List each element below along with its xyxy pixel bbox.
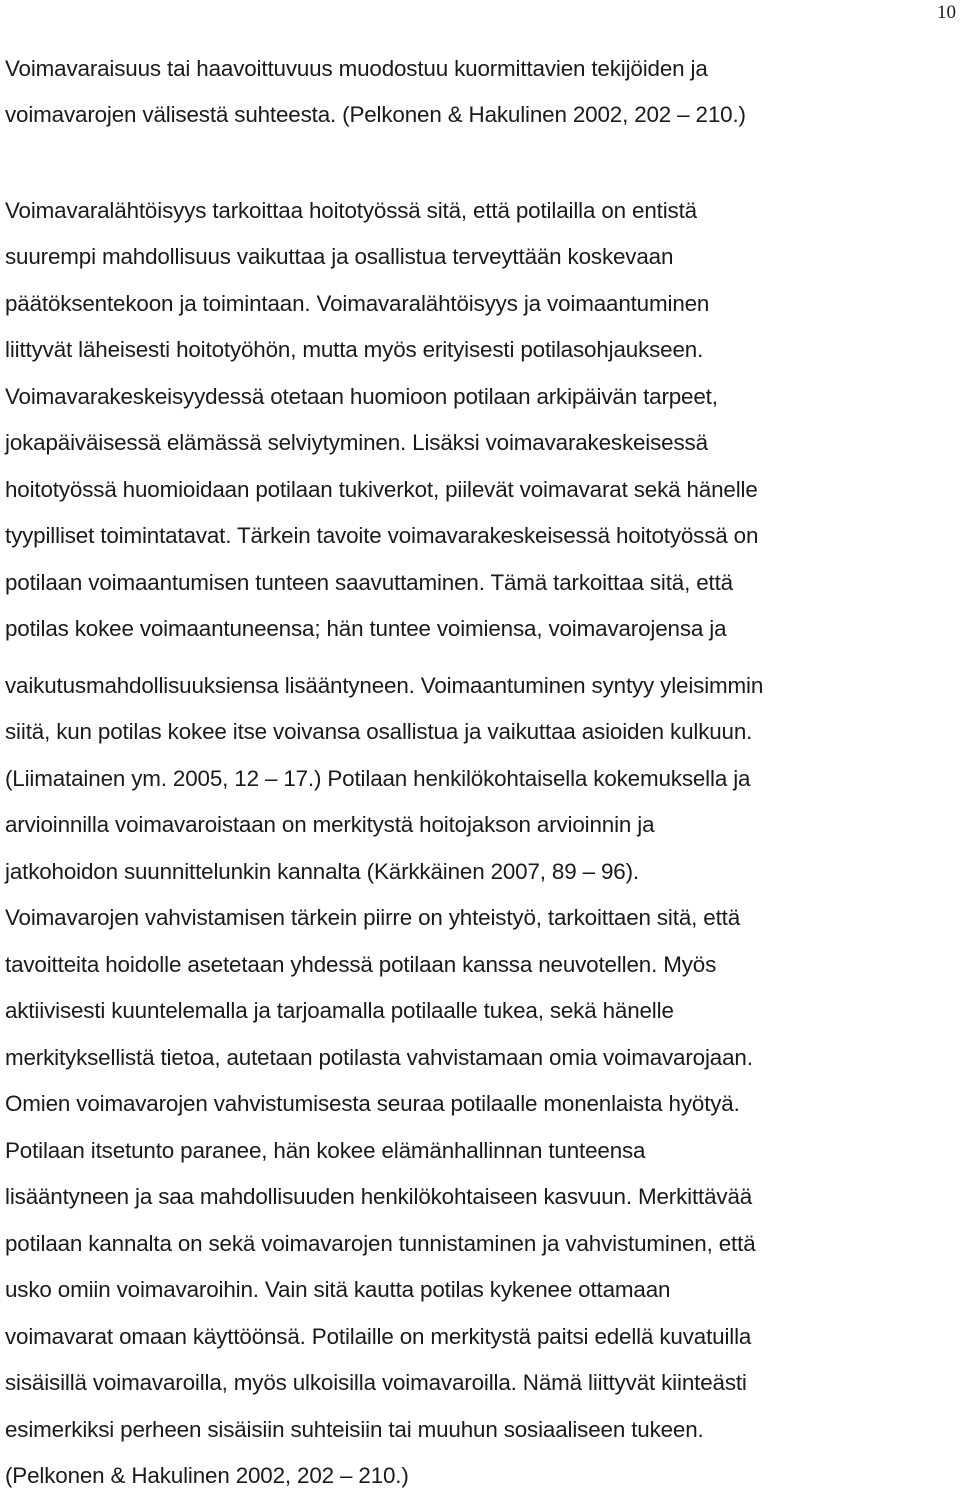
- text-line: liittyvät läheisesti hoitotyöhön, mutta myös erityisesti potilasohjaukseen.: [5, 337, 704, 362]
- text-line: voimavarat omaan käyttöönsä. Potilaille on merkitystä paitsi edellä kuvatuilla: [5, 1324, 752, 1349]
- text-line: Voimavaraisuus tai haavoittuvuus muodostuu kuormittavien tekijöiden ja: [5, 56, 708, 81]
- text-line: aktiivisesti kuuntelemalla ja tarjoamalla potilaalle tukea, sekä hänelle: [5, 998, 674, 1023]
- text-line: Voimavarojen vahvistamisen tärkein piirre on yhteistyö, tarkoittaen sitä, että: [5, 905, 741, 930]
- text-line: siitä, kun potilas kokee itse voivansa osallistua ja vaikuttaa asioiden kulkuun.: [5, 719, 753, 744]
- text-line: (Pelkonen & Hakulinen 2002, 202 – 210.): [5, 1463, 409, 1488]
- text-line: Voimavaralähtöisyys tarkoittaa hoitotyössä sitä, että potilailla on entistä: [5, 198, 697, 223]
- text-line: potilas kokee voimaantuneensa; hän tuntee voimiensa, voimavarojensa ja: [5, 616, 727, 641]
- text-line: (Liimatainen ym. 2005, 12 – 17.) Potilaan henkilökohtaisella kokemuksella ja: [5, 766, 751, 791]
- text-line: tyypilliset toimintatavat. Tärkein tavoite voimavarakeskeisessä hoitotyössä on: [5, 523, 759, 548]
- text-line: Omien voimavarojen vahvistumisesta seuraa potilaalle monenlaista hyötyä.: [5, 1091, 740, 1116]
- text-line: suurempi mahdollisuus vaikuttaa ja osallistua terveyttään koskevaan: [5, 244, 674, 269]
- text-line: jokapäiväisessä elämässä selviytyminen. Lisäksi voimavarakeskeisessä: [5, 430, 708, 455]
- text-line: voimavarojen välisestä suhteesta. (Pelkonen & Hakulinen 2002, 202 – 210.): [5, 102, 746, 127]
- text-line: potilaan kannalta on sekä voimavarojen tunnistaminen ja vahvistuminen, että: [5, 1231, 756, 1256]
- text-line: päätöksentekoon ja toimintaan. Voimavaralähtöisyys ja voimaantuminen: [5, 291, 710, 316]
- text-line: sisäisillä voimavaroilla, myös ulkoisilla voimavaroilla. Nämä liittyvät kiinteästi: [5, 1370, 747, 1395]
- text-line: esimerkiksi perheen sisäisiin suhteisiin tai muuhun sosiaaliseen tukeen.: [5, 1417, 704, 1442]
- text-line: potilaan voimaantumisen tunteen saavuttaminen. Tämä tarkoittaa sitä, että: [5, 570, 733, 595]
- text-line: Potilaan itsetunto paranee, hän kokee elämänhallinnan tunteensa: [5, 1138, 646, 1163]
- text-line: merkityksellistä tietoa, autetaan potilasta vahvistamaan omia voimavarojaan.: [5, 1045, 753, 1070]
- text-line: usko omiin voimavaroihin. Vain sitä kautta potilas kykenee ottamaan: [5, 1277, 671, 1302]
- page-number: 10: [937, 2, 956, 23]
- text-line: arvioinnilla voimavaroistaan on merkitystä hoitojakson arvioinnin ja: [5, 812, 655, 837]
- text-line: vaikutusmahdollisuuksiensa lisääntyneen. Voimaantuminen syntyy yleisimmin: [5, 673, 764, 698]
- text-line: lisääntyneen ja saa mahdollisuuden henkilökohtaiseen kasvuun. Merkittävää: [5, 1184, 753, 1209]
- text-line: jatkohoidon suunnittelunkin kannalta (Kärkkäinen 2007, 89 – 96).: [5, 859, 639, 884]
- text-line: Voimavarakeskeisyydessä otetaan huomioon potilaan arkipäivän tarpeet,: [5, 384, 718, 409]
- text-line: tavoitteita hoidolle asetetaan yhdessä potilaan kanssa neuvotellen. Myös: [5, 952, 717, 977]
- text-line: hoitotyössä huomioidaan potilaan tukiverkot, piilevät voimavarat sekä hänelle: [5, 477, 758, 502]
